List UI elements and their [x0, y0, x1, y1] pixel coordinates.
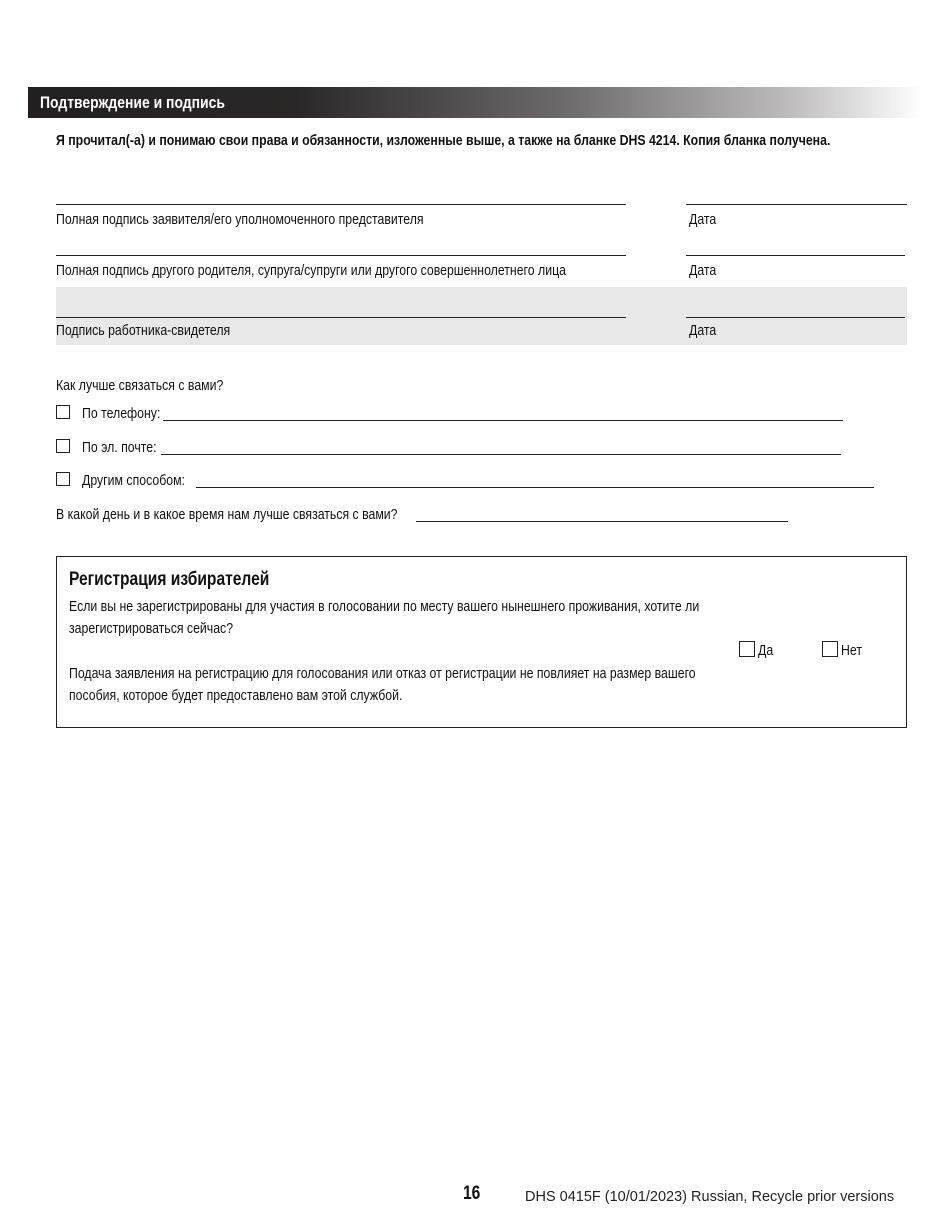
other-signature-label: Полная подпись другого родителя, супруга/супруги или другого совершеннолетнего лица	[56, 262, 566, 279]
voter-no-label: Нет	[841, 642, 862, 659]
voter-notice-line-2: пособия, которое будет предоставлено вам этой службой.	[69, 687, 403, 704]
applicant-date-line[interactable]	[686, 204, 907, 205]
voter-yes-option[interactable]	[739, 641, 777, 659]
phone-checkbox[interactable]	[56, 405, 70, 419]
other-method-checkbox[interactable]	[56, 472, 70, 486]
applicant-signature-label: Полная подпись заявителя/его уполномоченного представителя	[56, 211, 424, 228]
other-signature-line[interactable]	[56, 255, 626, 256]
witness-date-line[interactable]	[686, 317, 905, 318]
phone-label: По телефону:	[82, 405, 161, 422]
voter-yes-checkbox[interactable]	[739, 641, 755, 657]
voter-registration-title: Регистрация избирателей	[69, 569, 270, 590]
voter-question-line-2: зарегистрироваться сейчас?	[69, 620, 234, 637]
voter-yes-label: Да	[758, 642, 774, 659]
voter-registration-box	[56, 556, 907, 728]
phone-input-line[interactable]	[163, 420, 843, 421]
contact-question: Как лучше связаться с вами?	[56, 377, 224, 394]
voter-no-checkbox[interactable]	[822, 641, 838, 657]
other-method-input-line[interactable]	[196, 487, 874, 488]
other-date-label: Дата	[689, 262, 717, 279]
applicant-date-label: Дата	[689, 211, 717, 228]
witness-signature-label: Подпись работника-свидетеля	[56, 322, 231, 339]
other-date-line[interactable]	[686, 255, 905, 256]
email-input-line[interactable]	[161, 454, 841, 455]
applicant-signature-line[interactable]	[56, 204, 626, 205]
witness-signature-line[interactable]	[56, 317, 626, 318]
section-header	[28, 87, 922, 118]
voter-no-option[interactable]	[822, 641, 867, 659]
other-method-label: Другим способом:	[82, 472, 185, 489]
form-id: DHS 0415F (10/01/2023) Russian, Recycle prior versions	[525, 1189, 895, 1205]
email-checkbox[interactable]	[56, 439, 70, 453]
best-time-question: В какой день и в какое время нам лучше связаться с вами?	[56, 506, 398, 523]
voter-notice-line-1: Подача заявления на регистрацию для голосования или отказ от регистрации не повлияет на размер вашего	[69, 665, 696, 682]
section-title: Подтверждение и подпись	[40, 93, 225, 112]
email-label: По эл. почте:	[82, 439, 157, 456]
witness-date-label: Дата	[689, 322, 717, 339]
acknowledgement-text: Я прочитал(-а) и понимаю свои права и обязанности, изложенные выше, а также на бланке DHS 4214. Копия бланка получена.	[56, 132, 831, 149]
best-time-input-line[interactable]	[416, 521, 788, 522]
page-number: 16	[463, 1183, 481, 1204]
voter-question-line-1: Если вы не зарегистрированы для участия в голосовании по месту вашего нынешнего проживания, хотите ли	[69, 598, 700, 615]
